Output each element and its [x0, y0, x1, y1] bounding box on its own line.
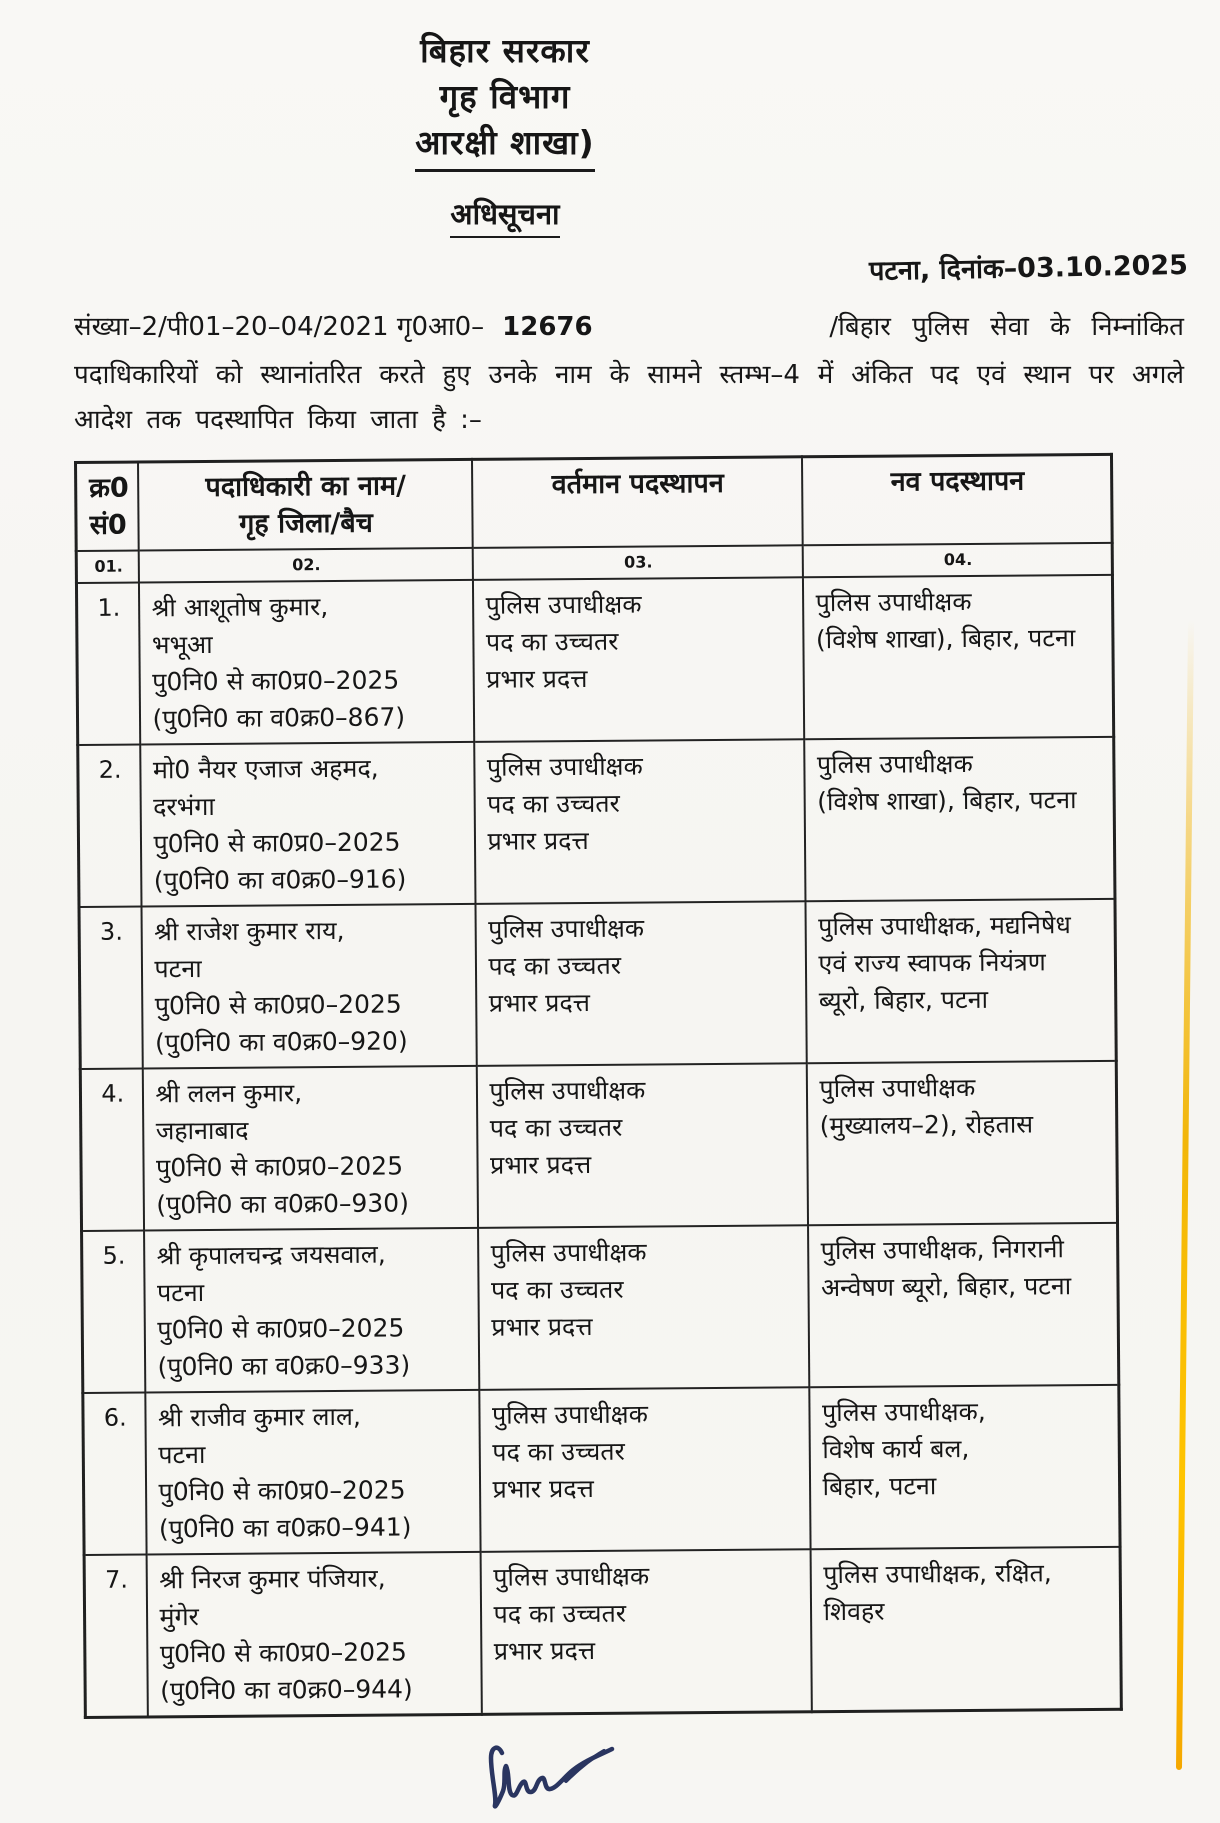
header-officer-name: पदाधिकारी का नाम/ गृह जिला/बैच: [138, 459, 473, 550]
reference-line-continuation: /बिहार पुलिस सेवा के निम्नांकित: [829, 312, 1184, 342]
org-name: बिहार सरकार: [420, 31, 590, 70]
notification-heading: अधिसूचना: [450, 194, 559, 238]
table-row: [76, 575, 1113, 745]
table-row: [82, 1223, 1119, 1393]
officer-name-cell: श्री राजेश कुमार राय, पटना पु0नि0 से का0प्र0–2025 (पु0नि0 का व0क्र0–920): [141, 904, 476, 1069]
current-posting-cell: पुलिस उपाधीक्षक पद का उच्चतर प्रभार प्रदत्त: [475, 901, 806, 1066]
branch-name: आरक्षी शाखा): [0, 120, 1010, 172]
table-header-row: [76, 454, 1113, 551]
current-posting-cell: पुलिस उपाधीक्षक पद का उच्चतर प्रभार प्रदत्त: [474, 739, 805, 904]
new-posting-cell: पुलिस उपाधीक्षक, मद्यनिषेध एवं राज्य स्वापक नियंत्रण ब्यूरो, बिहार, पटना: [805, 899, 1116, 1063]
new-posting-cell: पुलिस उपाधीक्षक (विशेष शाखा), बिहार, पटना: [802, 575, 1113, 739]
serial-cell: 5.: [82, 1230, 145, 1392]
colnum-03: 03.: [472, 545, 802, 580]
serial-cell: 1.: [76, 582, 139, 744]
new-posting-cell: पुलिस उपाधीक्षक, निगरानी अन्वेषण ब्यूरो, बिहार, पटना: [808, 1223, 1119, 1387]
officer-name-cell: श्री निरज कुमार पंजियार, मुंगेर पु0नि0 से का0प्र0–2025 (पु0नि0 का व0क्र0–944): [146, 1552, 481, 1717]
table-row: [84, 1547, 1121, 1718]
table-row: [80, 1061, 1117, 1231]
serial-cell: 2.: [78, 744, 141, 906]
letterhead: [0, 28, 1010, 172]
officer-name-cell: श्री कृपालचन्द्र जयसवाल, पटना पु0नि0 से का0प्र0–2025 (पु0नि0 का व0क्र0–933): [144, 1228, 479, 1393]
current-posting-cell: पुलिस उपाधीक्षक पद का उच्चतर प्रभार प्रदत्त: [472, 577, 803, 742]
header-new-posting: नव पदस्थापन: [801, 454, 1112, 545]
colnum-01: 01.: [76, 550, 138, 582]
table-row: [83, 1385, 1120, 1555]
transfer-table-wrap: [74, 452, 1220, 1719]
colnum-02: 02.: [138, 548, 472, 583]
colnum-04: 04.: [802, 543, 1112, 577]
new-posting-cell: पुलिस उपाधीक्षक, विशेष कार्य बल, बिहार, पटना: [809, 1385, 1120, 1549]
reference-number-prefix: संख्या–2/पी01–20–04/2021 गृ0आ0– 12676: [74, 312, 593, 342]
body-paragraph: पदाधिकारियों को स्थानांतरित करते हुए उनके नाम के सामने स्तम्भ–4 में अंकित पद एवं स्थान पर अगले आदेश तक पदस्थापित किया जाता है :–: [74, 360, 1184, 435]
serial-cell: 6.: [83, 1392, 146, 1554]
notification-heading-wrap: [0, 194, 1010, 238]
officer-name-cell: श्री राजीव कुमार लाल, पटना पु0नि0 से का0प्र0–2025 (पु0नि0 का व0क्र0–941): [145, 1390, 480, 1555]
current-posting-cell: पुलिस उपाधीक्षक पद का उच्चतर प्रभार प्रदत्त: [478, 1225, 809, 1390]
signature-block: [470, 1741, 1220, 1823]
transfer-table: [74, 453, 1123, 1719]
serial-cell: 7.: [84, 1554, 147, 1717]
signature-scribble: [470, 1741, 620, 1819]
new-posting-cell: पुलिस उपाधीक्षक (विशेष शाखा), बिहार, पटना: [804, 737, 1115, 901]
current-posting-cell: पुलिस उपाधीक्षक पद का उच्चतर प्रभार प्रदत्त: [480, 1549, 811, 1714]
department-name: गृह विभाग: [439, 77, 571, 116]
table-row: [79, 899, 1116, 1069]
officer-name-cell: श्री ललन कुमार, जहानाबाद पु0नि0 से का0प्र0–2025 (पु0नि0 का व0क्र0–930): [142, 1066, 477, 1231]
table-row: [78, 737, 1115, 907]
current-posting-cell: पुलिस उपाधीक्षक पद का उच्चतर प्रभार प्रदत्त: [479, 1387, 810, 1552]
header-current-posting: वर्तमान पदस्थापन: [471, 457, 802, 548]
memo-number: 12676: [502, 312, 593, 342]
reference-line: [0, 307, 1220, 343]
officer-name-cell: श्री आशूतोष कुमार, भभूआ पु0नि0 से का0प्र0–2025 (पु0नि0 का व0क्र0–867): [138, 580, 473, 745]
serial-cell: 4.: [80, 1068, 143, 1230]
new-posting-cell: पुलिस उपाधीक्षक (मुख्यालय–2), रोहतास: [806, 1061, 1117, 1225]
serial-cell: 3.: [79, 906, 142, 1068]
officer-name-cell: मो0 नैयर एजाज अहमद, दरभंगा पु0नि0 से का0प्र0–2025 (पु0नि0 का व0क्र0–916): [140, 742, 475, 907]
current-posting-cell: पुलिस उपाधीक्षक पद का उच्चतर प्रभार प्रदत्त: [476, 1063, 807, 1228]
new-posting-cell: पुलिस उपाधीक्षक, रक्षित, शिवहर: [810, 1547, 1121, 1712]
header-serial: क्र0 सं0: [76, 462, 139, 551]
place-date: पटना, दिनांक–03.10.2025: [868, 249, 1189, 288]
